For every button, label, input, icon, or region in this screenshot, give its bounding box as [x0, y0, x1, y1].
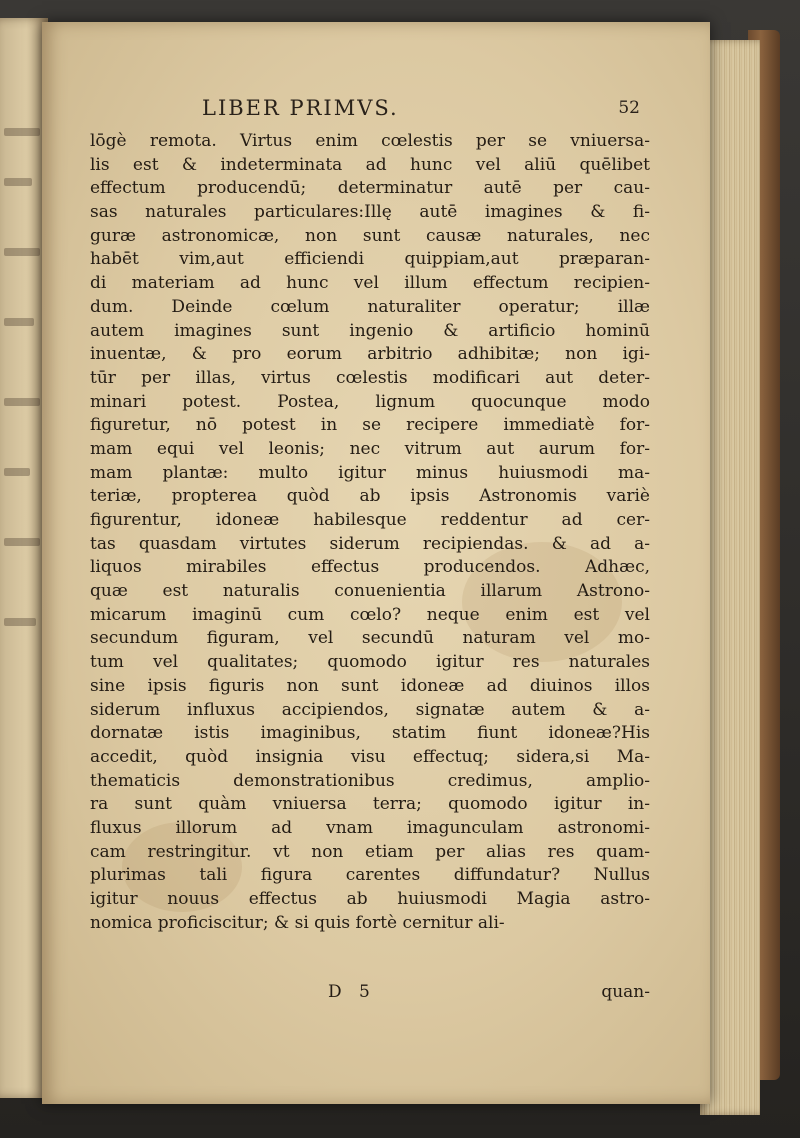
catchword: quan-	[601, 982, 650, 1002]
text-line: thematicis demonstrationibus credimus, amplio-	[90, 770, 650, 791]
text-line: igitur nouus effectus ab huiusmodi Magia astro-	[90, 889, 650, 909]
show-through-mark	[4, 538, 40, 546]
running-head	[90, 96, 650, 126]
text-line: fluxus illorum ad vnam imagunculam astronomi-	[90, 817, 650, 838]
text-line: dum. Deinde cœlum naturaliter operatur; illæ	[90, 296, 650, 317]
text-line: sas naturales particulares:Illę autē imagines & fi-	[90, 202, 650, 223]
text-line: di materiam ad hunc vel illum effectum recipien-	[90, 273, 650, 294]
signature-mark: D 5	[328, 982, 376, 1002]
text-line: accedit, quòd insignia visu effectuq; sidera,si Ma-	[90, 746, 650, 767]
text-line: ra sunt quàm vniuersa terra; quomodo igitur in-	[90, 794, 650, 815]
page-number: 52	[618, 98, 640, 118]
text-line: tum vel qualitates; quomodo igitur res naturales	[90, 652, 650, 673]
show-through-mark	[4, 398, 40, 406]
text-line: lōgè remota. Virtus enim cœlestis per se vniuersa-	[90, 131, 650, 151]
text-line: lis est & indeterminata ad hunc vel aliū quēlibet	[90, 154, 650, 175]
text-line: effectum producendū; determinatur autē per cau-	[90, 178, 650, 199]
text-line: inuentæ, & pro eorum arbitrio adhibitæ; non igi-	[90, 344, 650, 365]
text-line: tūr per illas, virtus cœlestis modificari aut deter-	[90, 367, 650, 388]
text-line: siderum influxus accipiendos, signatæ autem & a-	[90, 699, 650, 720]
show-through-mark	[4, 618, 36, 626]
show-through-mark	[4, 178, 32, 186]
text-line: nomica proficiscitur; & si quis fortè cernitur ali-	[90, 912, 505, 933]
text-line: figurentur, idoneæ habilesque reddentur ad cer-	[90, 510, 650, 530]
text-line: mam equi vel leonis; nec vitrum aut aurum for-	[90, 438, 650, 459]
text-line: dornatæ istis imaginibus, statim fiunt idoneæ?His	[90, 723, 650, 744]
show-through-mark	[4, 318, 34, 326]
text-line: micarum imaginū cum cœlo? neque enim est vel	[90, 604, 650, 625]
text-line: guræ astronomicæ, non sunt causæ naturales, nec	[90, 225, 650, 246]
show-through-mark	[4, 468, 30, 476]
text-line: mam plantæ: multo igitur minus huiusmodi ma-	[90, 462, 650, 483]
body-text	[90, 130, 650, 935]
text-line: secundum figuram, vel secundū naturam vel mo-	[90, 628, 650, 649]
text-line: tas quasdam virtutes siderum recipiendas. & ad a-	[90, 533, 650, 554]
text-line: cam restringitur. vt non etiam per alias res quam-	[90, 841, 650, 862]
text-line: plurimas tali figura carentes diffundatur? Nullus	[90, 865, 650, 886]
text-line: liquos mirabiles effectus producendos. Adhæc,	[90, 557, 650, 578]
running-title: LIBER PRIMVS.	[202, 96, 399, 120]
show-through-mark	[4, 128, 40, 136]
previous-page-edge	[0, 18, 48, 1098]
show-through-mark	[4, 248, 40, 256]
text-line: autem imagines sunt ingenio & artificio hominū	[90, 320, 650, 341]
text-line: teriæ, propterea quòd ab ipsis Astronomis variè	[90, 486, 650, 507]
text-line: habēt vim,aut efficiendi quippiam,aut præparan-	[90, 249, 650, 270]
text-line: sine ipsis figuris non sunt idoneæ ad diuinos illos	[90, 675, 650, 696]
text-line: figuretur, nō potest in se recipere immediatè for-	[90, 415, 650, 436]
text-line: quæ est naturalis conuenientia illarum Astrono-	[90, 581, 650, 602]
text-line: minari potest. Postea, lignum quocunque modo	[90, 391, 650, 412]
page-footer	[90, 982, 650, 1008]
